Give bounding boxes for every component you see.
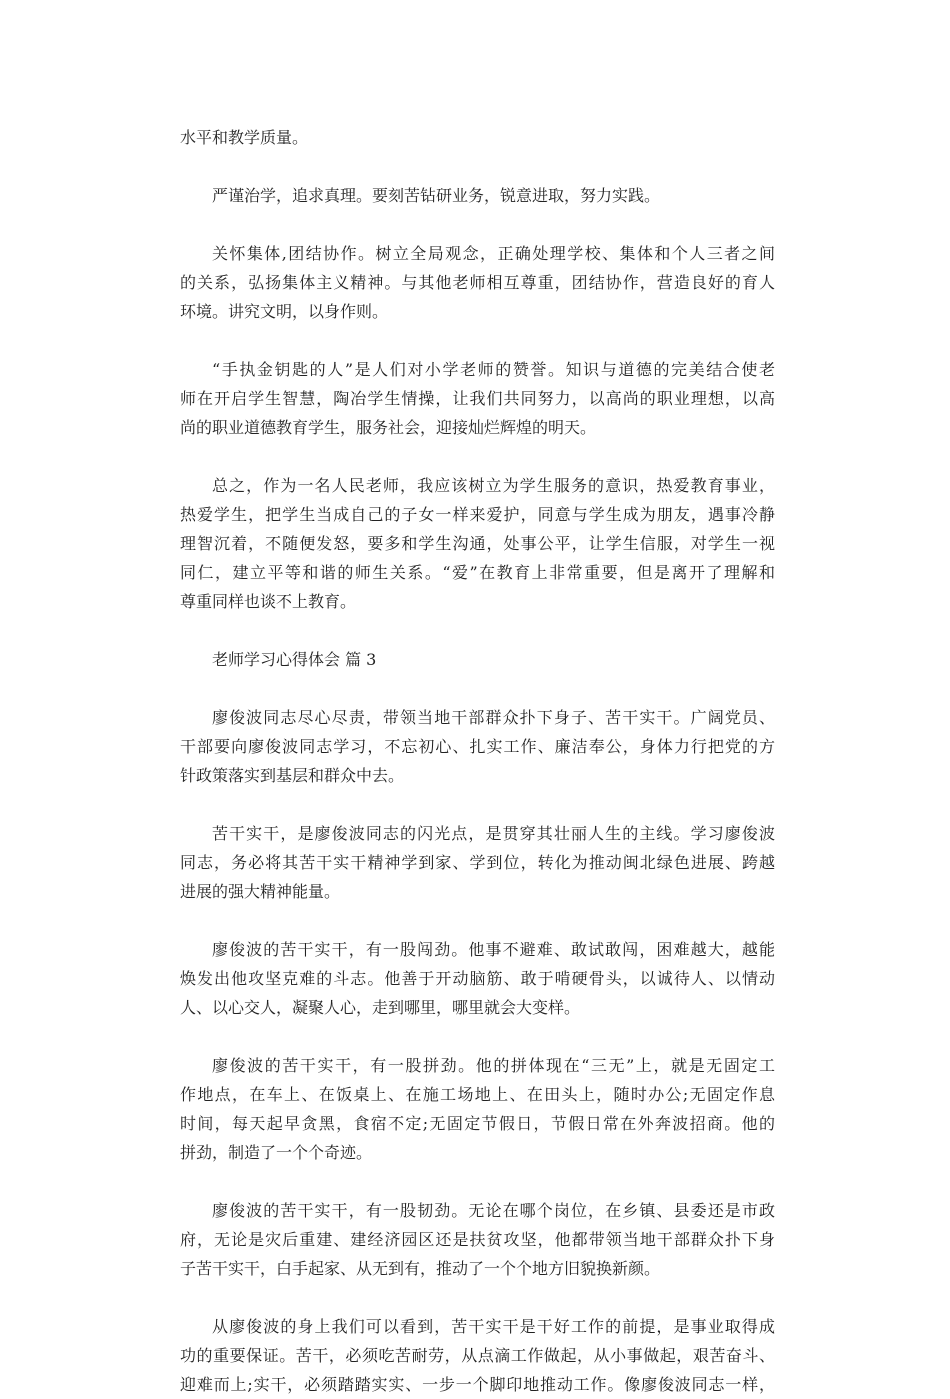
paragraph-line: 作地点，在车上、在饭桌上、在施工场地上、在田头上，随时办公;无固定作息 <box>180 1085 775 1104</box>
paragraph-line: 功的重要保证。苦干，必须吃苦耐劳，从点滴工作做起，从小事做起，艰苦奋斗、 <box>180 1346 775 1365</box>
paragraph-line: 时间，每天起早贪黑，食宿不定;无固定节假日，节假日常在外奔波招商。他的 <box>180 1114 775 1133</box>
paragraph-line: 拼劲，制造了一个个奇迹。 <box>180 1143 373 1162</box>
paragraph-gap <box>180 674 775 703</box>
paragraph-line: 廖俊波同志尽心尽责，带领当地干部群众扑下身子、苦干实干。广阔党员、 <box>212 708 775 727</box>
paragraph-line: 严谨治学，追求真理。要刻苦钻研业务，锐意进取，努力实践。 <box>212 186 661 205</box>
paragraph-gap <box>180 152 775 181</box>
section-heading: 老师学习心得体会 篇 3 <box>212 650 377 669</box>
paragraph-gap <box>180 790 775 819</box>
paragraph-gap <box>180 1022 775 1051</box>
document-body <box>180 123 775 1399</box>
paragraph-line: 廖俊波的苦干实干，有一股闯劲。他事不避难、敢试敢闯，困难越大，越能 <box>212 940 775 959</box>
paragraph-line: 水平和教学质量。 <box>180 128 309 147</box>
paragraph-line: 府，无论是灾后重建、建经济园区还是扶贫攻坚，他都带领当地干部群众扑下身 <box>180 1230 775 1249</box>
paragraph-line: 环境。讲究文明，以身作则。 <box>180 302 389 321</box>
paragraph-line: 苦干实干，是廖俊波同志的闪光点，是贯穿其壮丽人生的主线。学习廖俊波 <box>212 824 775 843</box>
paragraph-gap <box>180 1167 775 1196</box>
paragraph-line: 理智沉着，不随便发怒，要多和学生沟通，处事公平，让学生信服，对学生一视 <box>180 534 775 553</box>
paragraph-line: 针政策落实到基层和群众中去。 <box>180 766 405 785</box>
paragraph-line: 廖俊波的苦干实干，有一股拼劲。他的拼体现在“三无”上，就是无固定工 <box>212 1056 775 1075</box>
paragraph-line: 干部要向廖俊波同志学习，不忘初心、扎实工作、廉洁奉公，身体力行把党的方 <box>180 737 775 756</box>
paragraph-line: 同志，务必将其苦干实干精神学到家、学到位，转化为推动闽北绿色进展、跨越 <box>180 853 775 872</box>
paragraph-gap <box>180 442 775 471</box>
paragraph-line: 的关系，弘扬集体主义精神。与其他老师相互尊重，团结协作，营造良好的育人 <box>180 273 775 292</box>
paragraph-line: 子苦干实干，白手起家、从无到有，推动了一个个地方旧貌换新颜。 <box>180 1259 661 1278</box>
paragraph-gap <box>180 326 775 355</box>
paragraph-line: 尚的职业道德教育学生，服务社会，迎接灿烂辉煌的明天。 <box>180 418 597 437</box>
paragraph-line: 廖俊波的苦干实干，有一股韧劲。无论在哪个岗位，在乡镇、县委还是市政 <box>212 1201 775 1220</box>
paragraph-line: 人、以心交人，凝聚人心，走到哪里，哪里就会大变样。 <box>180 998 581 1017</box>
paragraph-line: 师在开启学生智慧，陶冶学生情操，让我们共同努力，以高尚的职业理想，以高 <box>180 389 775 408</box>
paragraph-line: 同仁，建立平等和谐的师生关系。“爱”在教育上非常重要，但是离开了理解和 <box>180 563 775 582</box>
paragraph-line: 从廖俊波的身上我们可以看到，苦干实干是干好工作的前提，是事业取得成 <box>212 1317 775 1336</box>
paragraph-line: 尊重同样也谈不上教育。 <box>180 592 357 611</box>
paragraph-gap <box>180 210 775 239</box>
paragraph-line: 热爱学生，把学生当成自己的子女一样来爱护，同意与学生成为朋友，遇事冷静 <box>180 505 775 524</box>
paragraph-line: “手执金钥匙的人”是人们对小学老师的赞誉。知识与道德的完美结合使老 <box>212 360 775 379</box>
paragraph-line: 关怀集体,团结协作。树立全局观念，正确处理学校、集体和个人三者之间 <box>212 244 775 263</box>
paragraph-gap <box>180 1283 775 1312</box>
paragraph-line: 进展的强大精神能量。 <box>180 882 341 901</box>
paragraph-line: 迎难而上;实干，必须踏踏实实、一步一个脚印地推动工作。像廖俊波同志一样， <box>180 1375 775 1394</box>
paragraph-gap <box>180 906 775 935</box>
paragraph-gap <box>180 616 775 645</box>
paragraph-line: 总之，作为一名人民老师，我应该树立为学生服务的意识，热爱教育事业， <box>212 476 775 495</box>
paragraph-line: 焕发出他攻坚克难的斗志。他善于开动脑筋、敢于啃硬骨头，以诚待人、以情动 <box>180 969 775 988</box>
